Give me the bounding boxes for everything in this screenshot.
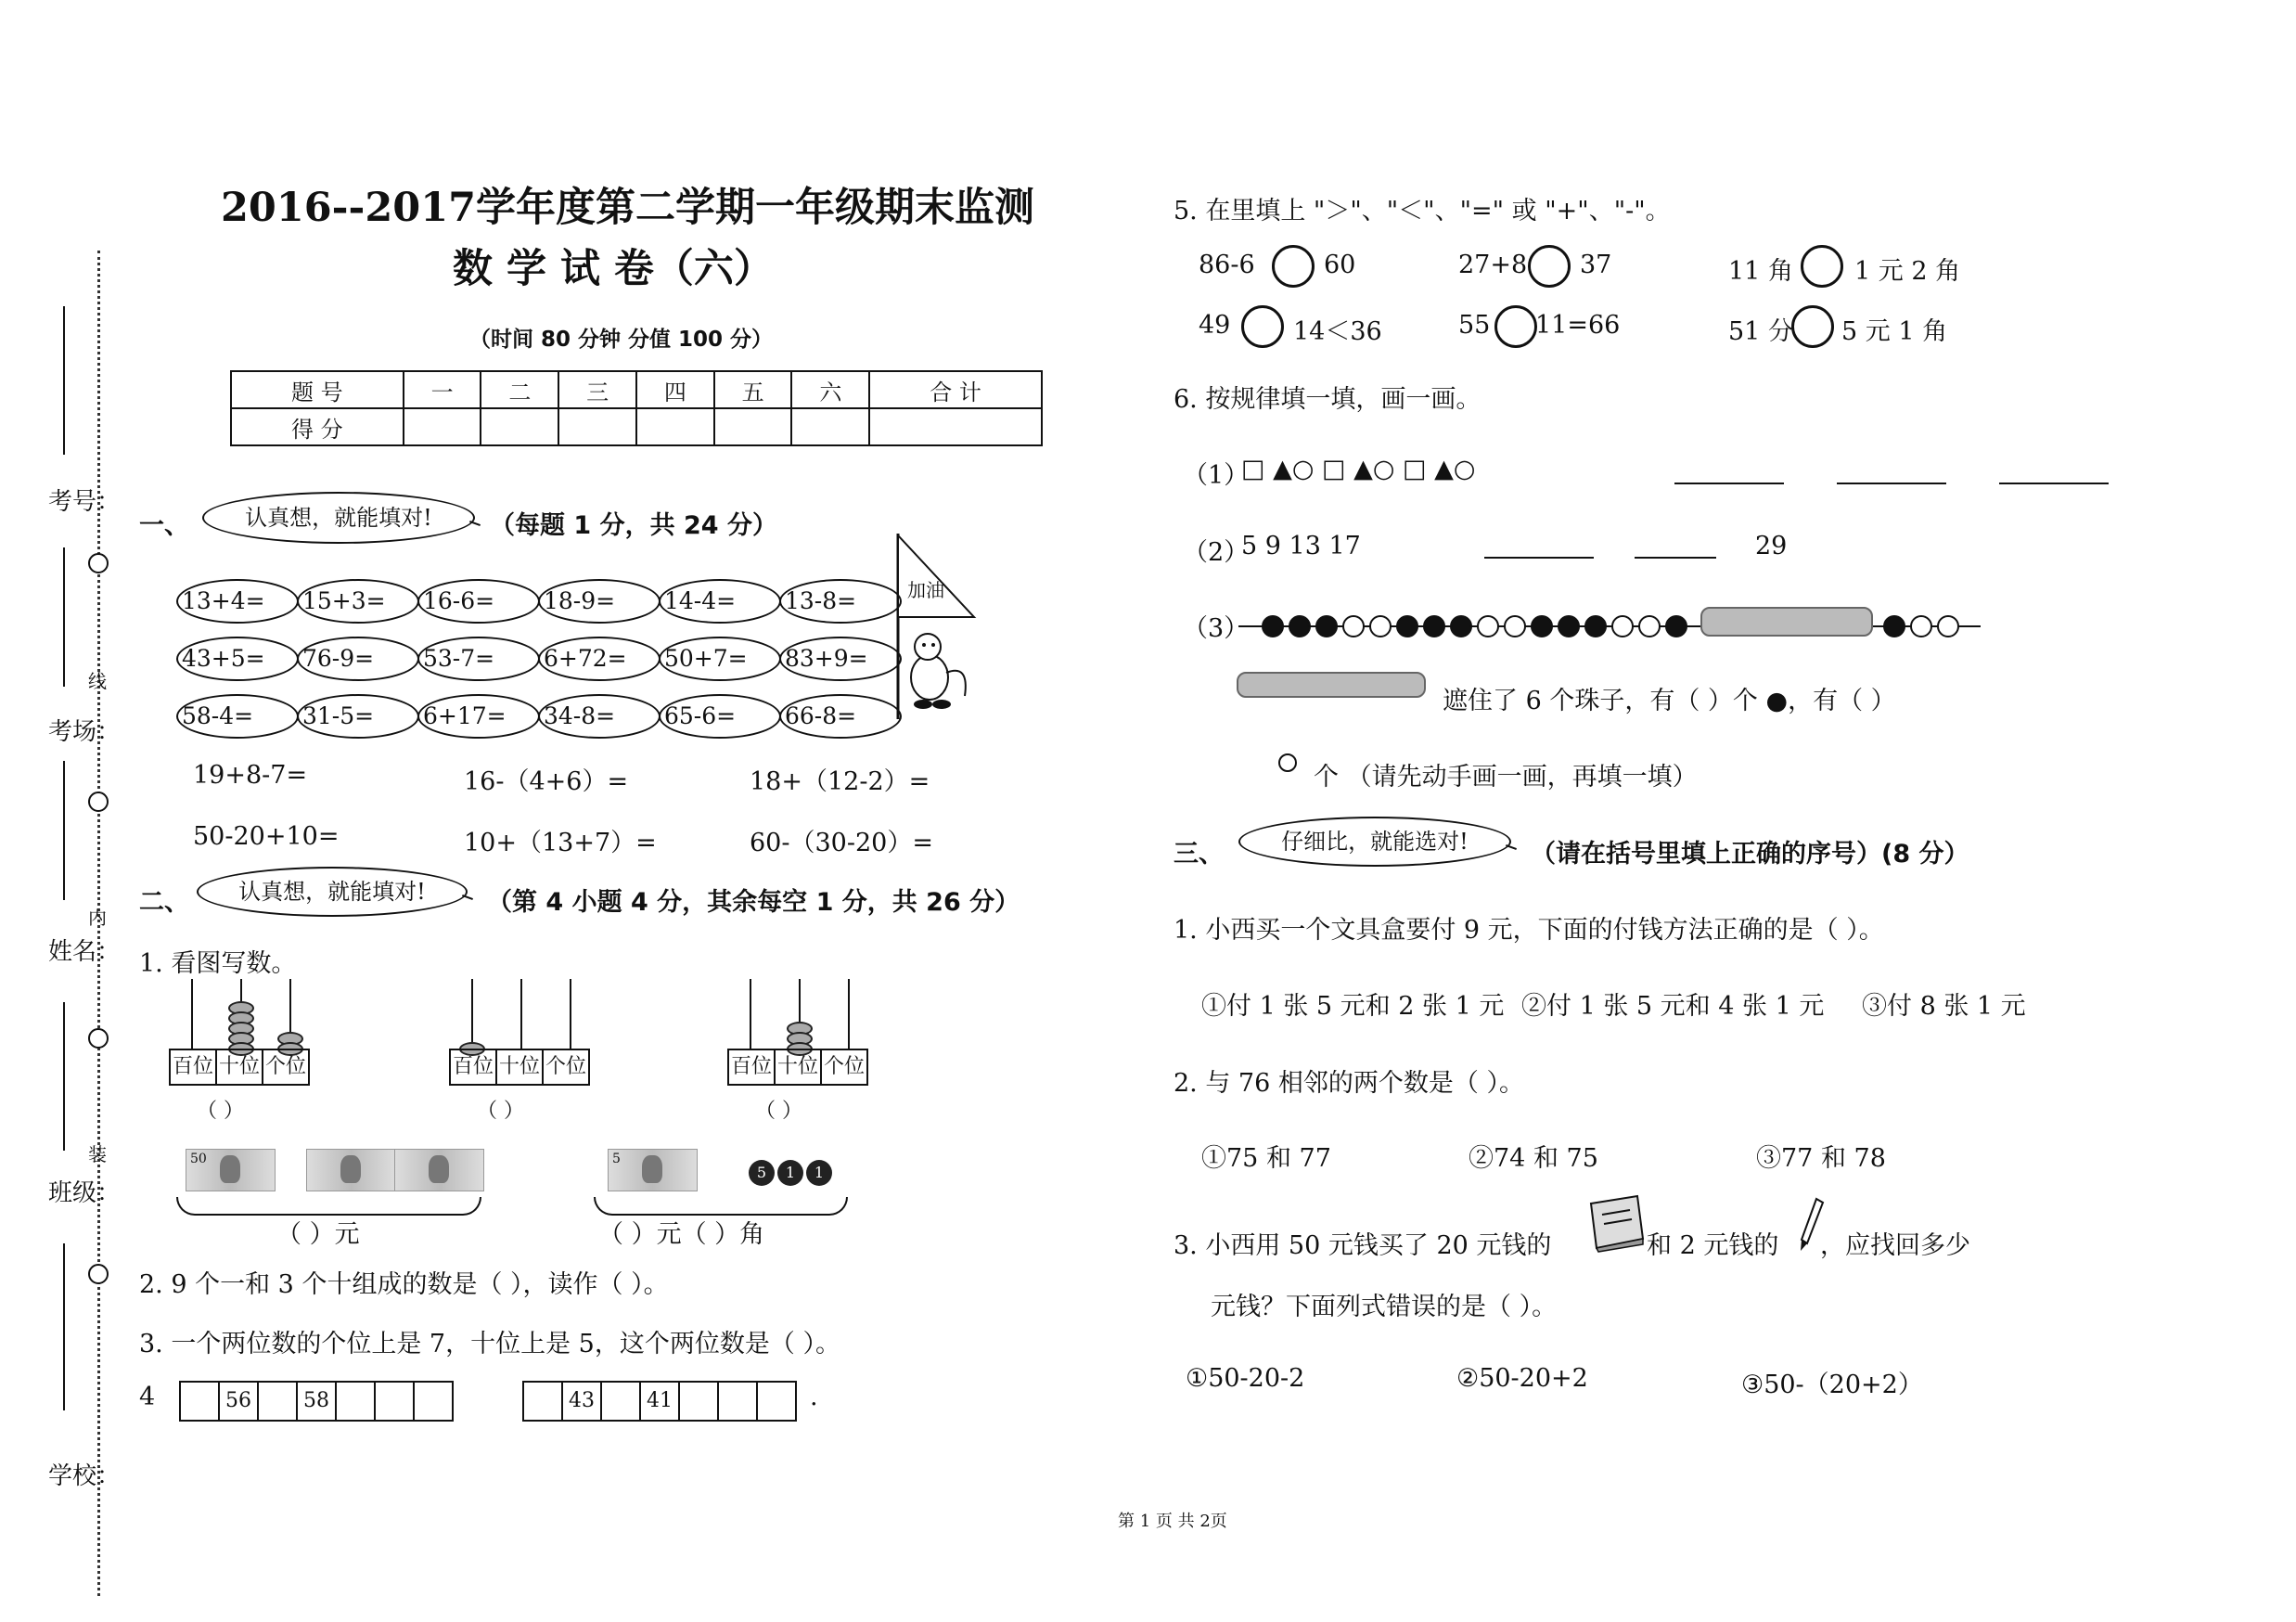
- compare-right: 60: [1324, 251, 1356, 279]
- number-sequence-1: [179, 1381, 454, 1422]
- sequence-end-dot: .: [810, 1383, 818, 1411]
- option[interactable]: ②74 和 75: [1469, 1144, 1598, 1173]
- binding-circle: [88, 553, 109, 573]
- flag-text: 加油: [907, 579, 944, 601]
- question-3-3a: 3. 小西用 50 元钱买了 20 元钱的: [1174, 1231, 1552, 1260]
- calc-problem: 60-（30-20）=: [750, 829, 933, 857]
- place-label: 个位: [823, 1055, 865, 1078]
- compare-right: 1 元 2 角: [1854, 257, 1961, 286]
- place-label: 百位: [171, 1050, 217, 1084]
- oval-problem: 31-5=: [297, 694, 419, 739]
- black-bead: [1423, 615, 1445, 637]
- kaohao-line: [63, 306, 65, 455]
- white-bead: [1369, 615, 1392, 637]
- question-3-3c: ，应找回多少: [1820, 1231, 1970, 1260]
- question-5: 5. 在里填上 "＞"、"＜"、"=" 或 "+"、"-"。: [1174, 197, 1671, 225]
- option[interactable]: ①付 1 张 5 元和 2 张 1 元: [1201, 992, 1505, 1021]
- oval-problem: 58-4=: [176, 694, 299, 739]
- compare-left: 86-6: [1199, 251, 1255, 279]
- answer-paren[interactable]: （ ）: [197, 1100, 244, 1123]
- oval-problem: 50+7=: [659, 637, 781, 681]
- section2-bubble: 认真想，就能填对!: [197, 867, 468, 917]
- sequence-cell[interactable]: [719, 1383, 758, 1420]
- score-cell[interactable]: [869, 408, 1042, 445]
- sequence-cell[interactable]: [680, 1383, 719, 1420]
- brace: [594, 1197, 848, 1216]
- answer-blank[interactable]: [1837, 483, 1946, 484]
- black-bead: [1665, 615, 1687, 637]
- black-bead: [1531, 615, 1553, 637]
- sequence-cell[interactable]: [524, 1383, 563, 1420]
- oval-problem: 34-8=: [538, 694, 661, 739]
- score-header: 五: [714, 371, 792, 408]
- black-bead: [1262, 615, 1284, 637]
- compare-circle[interactable]: [1791, 305, 1834, 348]
- q6-1-label: （1）: [1183, 461, 1250, 490]
- banknote-icon: [394, 1149, 484, 1191]
- oval-problem: 6+72=: [538, 637, 661, 681]
- coin-icon: 1: [806, 1160, 832, 1186]
- binding-circle: [88, 792, 109, 812]
- flag-mascot-icon: [891, 534, 993, 719]
- oval-problem: 15+3=: [297, 579, 419, 624]
- oval-problem: 13+4=: [176, 579, 299, 624]
- black-bead: [1396, 615, 1418, 637]
- banknote-icon: [306, 1149, 396, 1191]
- sequence-cell[interactable]: [181, 1383, 220, 1420]
- oval-problem: 65-6=: [659, 694, 781, 739]
- side-xian: 线: [88, 670, 107, 692]
- oval-problem: 43+5=: [176, 637, 299, 681]
- page-subtitle: 数 学 试 卷（六）: [453, 246, 774, 292]
- place-label: 百位: [451, 1050, 497, 1084]
- compare-right: 37: [1580, 251, 1612, 279]
- banknote-5-icon: 5: [608, 1149, 698, 1191]
- compare-left: 49: [1199, 311, 1231, 340]
- white-bead: [1342, 615, 1365, 637]
- place-label: 百位: [729, 1050, 776, 1084]
- oval-problem: 18-9=: [538, 579, 661, 624]
- score-header: 题 号: [231, 371, 404, 408]
- section3-points: （请在括号里填上正确的序号）(8 分）: [1531, 840, 1969, 869]
- compare-circle[interactable]: [1494, 305, 1537, 348]
- place-label: 个位: [545, 1055, 586, 1078]
- book-icon: [1582, 1194, 1647, 1254]
- place-value-labels: [449, 1049, 590, 1086]
- answer-paren[interactable]: （ ）: [477, 1100, 524, 1123]
- section1-bubble: 认真想，就能填对!: [202, 492, 475, 544]
- sequence-cell[interactable]: [415, 1383, 452, 1420]
- question-3-1: 1. 小西买一个文具盒要付 9 元，下面的付钱方法正确的是（ ）。: [1174, 916, 1884, 945]
- section1-points: （每题 1 分，共 24 分）: [490, 511, 777, 540]
- place-label: 十位: [776, 1050, 822, 1084]
- score-cell[interactable]: [404, 408, 481, 445]
- compare-circle[interactable]: [1528, 245, 1571, 288]
- answer-blank[interactable]: [1635, 557, 1716, 559]
- calc-problem: 18+（12-2）=: [750, 767, 930, 796]
- option[interactable]: ①75 和 77: [1201, 1144, 1331, 1173]
- white-bead: [1504, 615, 1526, 637]
- section1-label: 一、: [139, 511, 189, 540]
- score-cell[interactable]: [481, 408, 558, 445]
- xingming-label: 姓名：: [48, 938, 122, 966]
- sequence-cell: 41: [641, 1383, 680, 1420]
- page-footer: 第 1 页 共 2页: [1118, 1512, 1227, 1531]
- place-label: 十位: [217, 1050, 263, 1084]
- score-header: 一: [404, 371, 481, 408]
- compare-right: 11=66: [1535, 311, 1621, 340]
- score-table: [230, 370, 1043, 446]
- white-bead: [1638, 615, 1661, 637]
- score-header: 四: [636, 371, 714, 408]
- q6-2-numbers: 5 9 13 17: [1241, 532, 1361, 560]
- coin-icon: 5: [749, 1160, 775, 1186]
- black-bead: [1450, 615, 1472, 637]
- number-sequence-2: [522, 1381, 797, 1422]
- black-bead: [1584, 615, 1607, 637]
- place-label: 十位: [497, 1050, 544, 1084]
- money-answer-yuan[interactable]: （ ）元: [276, 1220, 360, 1249]
- question-3-3b: 和 2 元钱的: [1647, 1231, 1779, 1260]
- kaochang-label: 考场：: [48, 718, 122, 746]
- option[interactable]: ③50-（20+2）: [1741, 1371, 1923, 1399]
- answer-blank[interactable]: [1999, 483, 2109, 484]
- question-6: 6. 按规律填一填，画一画。: [1174, 385, 1481, 414]
- answer-blank[interactable]: [1484, 557, 1594, 559]
- oval-problem: 13-8=: [779, 579, 902, 624]
- oval-problem: 16-6=: [417, 579, 540, 624]
- score-cell[interactable]: [714, 408, 792, 445]
- sequence-cell[interactable]: [602, 1383, 641, 1420]
- black-bead: [1289, 615, 1311, 637]
- oval-problem: 83+9=: [779, 637, 902, 681]
- score-cell[interactable]: [558, 408, 636, 445]
- calc-problem: 50-20+10=: [193, 822, 340, 851]
- brace: [176, 1197, 481, 1216]
- black-bead: [1883, 615, 1905, 637]
- oval-problem: 14-4=: [659, 579, 781, 624]
- option[interactable]: ①50-20-2: [1186, 1364, 1305, 1393]
- compare-right: 14＜36: [1293, 317, 1382, 346]
- score-cell[interactable]: [791, 408, 869, 445]
- oval-problem: 76-9=: [297, 637, 419, 681]
- question-3-3d: 元钱？下面列式错误的是（ ）。: [1211, 1293, 1558, 1321]
- calc-problem: 16-（4+6）=: [464, 767, 629, 796]
- answer-paren[interactable]: （ ）: [755, 1100, 802, 1123]
- sequence-cell[interactable]: [758, 1383, 795, 1420]
- compare-left: 55: [1458, 311, 1491, 340]
- score-cell[interactable]: [636, 408, 714, 445]
- sequence-cell[interactable]: [337, 1383, 376, 1420]
- q6-1-shapes: □ ▲○ □ ▲○ □ ▲○: [1241, 455, 1476, 483]
- section3-label: 三、: [1174, 840, 1224, 869]
- compare-left: 11 角: [1728, 257, 1793, 286]
- calc-problem: 10+（13+7）=: [464, 829, 657, 857]
- place-value-labels: [169, 1049, 310, 1086]
- money-answer-yuan-jiao[interactable]: （ ）元（ ）角: [598, 1220, 765, 1249]
- option[interactable]: ③付 8 张 1 元: [1862, 992, 2026, 1021]
- q6-3-text2: 个 （请先动手画一画，再填一填）: [1314, 763, 1698, 792]
- place-value-labels: [727, 1049, 868, 1086]
- sequence-cell: 56: [220, 1383, 259, 1420]
- side-nei: 内: [88, 907, 107, 929]
- bead-cover-legend: [1237, 672, 1426, 698]
- binding-circle: [88, 1264, 109, 1284]
- question-2-4-number: 4: [139, 1383, 156, 1411]
- kaochang-line: [63, 547, 65, 687]
- oval-problem: 6+17=: [417, 694, 540, 739]
- compare-right: 5 元 1 角: [1841, 317, 1948, 346]
- kaohao-label: 考号：: [48, 488, 122, 516]
- binding-circle: [88, 1028, 109, 1049]
- section2-points: （第 4 小题 4 分，其余每空 1 分，共 26 分）: [487, 888, 1020, 917]
- option[interactable]: ②付 1 张 5 元和 4 张 1 元: [1521, 992, 1825, 1021]
- xingming-line: [63, 761, 65, 900]
- sequence-cell: 43: [563, 1383, 602, 1420]
- oval-problem: 53-7=: [417, 637, 540, 681]
- compare-circle[interactable]: [1272, 245, 1315, 288]
- white-bead: [1910, 615, 1932, 637]
- black-bead: [1558, 615, 1580, 637]
- q6-3-text: 遮住了 6 个珠子，有（ ）个 ●，有（ ）: [1443, 687, 1896, 715]
- place-label: 个位: [264, 1055, 306, 1078]
- answer-blank[interactable]: [1674, 483, 1784, 484]
- section3-bubble: 仔细比，就能选对!: [1238, 817, 1511, 867]
- xuexiao-label: 学校：: [48, 1462, 122, 1490]
- question-2-3: 3. 一个两位数的个位上是 7，十位上是 5，这个两位数是（ ）。: [139, 1330, 840, 1358]
- black-bead: [1315, 615, 1338, 637]
- banknote-50-icon: 50: [186, 1149, 276, 1191]
- calc-problem: 19+8-7=: [193, 761, 308, 790]
- score-header: 合 计: [869, 371, 1042, 408]
- compare-circle[interactable]: [1801, 245, 1843, 288]
- xuexiao-line: [63, 1243, 65, 1410]
- banji-label: 班级：: [48, 1179, 122, 1207]
- exam-info: （时间 80 分钟 分值 100 分）: [469, 328, 774, 352]
- banji-line: [63, 1002, 65, 1151]
- white-bead: [1611, 615, 1634, 637]
- q6-2-label: （2）: [1183, 538, 1250, 567]
- white-bead: [1937, 615, 1959, 637]
- white-bead-icon: [1278, 753, 1297, 772]
- question-2-2: 2. 9 个一和 3 个十组成的数是（ ），读作（ ）。: [139, 1270, 669, 1299]
- sequence-cell[interactable]: [376, 1383, 415, 1420]
- compare-left: 27+8: [1458, 251, 1528, 279]
- option[interactable]: ③77 和 78: [1756, 1144, 1886, 1173]
- score-row-label: 得 分: [231, 408, 404, 445]
- coin-icon: 1: [777, 1160, 803, 1186]
- compare-left: 51 分: [1728, 317, 1793, 346]
- side-zhuang: 装: [88, 1143, 107, 1165]
- page-title: 2016--2017学年度第二学期一年级期末监测: [221, 185, 1035, 231]
- question-2-1: 1. 看图写数。: [139, 949, 297, 978]
- question-3-2: 2. 与 76 相邻的两个数是（ ）。: [1174, 1069, 1524, 1098]
- sequence-cell: 58: [298, 1383, 337, 1420]
- score-header: 三: [558, 371, 636, 408]
- white-bead: [1477, 615, 1499, 637]
- q6-3-label: （3）: [1183, 614, 1250, 643]
- option[interactable]: ②50-20+2: [1456, 1364, 1588, 1393]
- sequence-cell[interactable]: [259, 1383, 298, 1420]
- section2-label: 二、: [139, 888, 189, 917]
- q6-2-last: 29: [1755, 532, 1788, 560]
- bead-cover: [1700, 607, 1873, 637]
- compare-circle[interactable]: [1241, 305, 1284, 348]
- oval-problem: 66-8=: [779, 694, 902, 739]
- score-header: 六: [791, 371, 869, 408]
- score-header: 二: [481, 371, 558, 408]
